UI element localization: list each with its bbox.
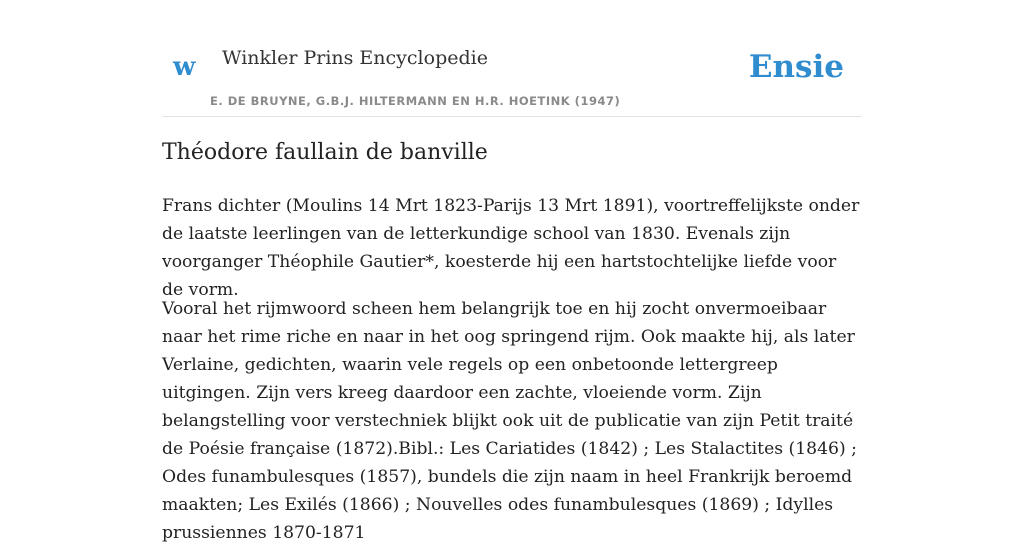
article-paragraph-2: Vooral het rijmwoord scheen hem belangrijk toe en hij zocht onvermoeibaar naar het rime riche en naar in het oog springend rijm. Ook maakte hij, als later Verlaine, gedichten, waarin vele regels op een onbetoonde lettergreep uitgingen. Zijn vers kreeg daardoor een zachte, vloeiende vorm. Zijn belangstelling voor verstechniek blijkt ook uit de publicatie van zijn Petit traité de Poésie française (1872).Bibl.: Les Cariatides (1842) ; Les Stalactites (1846) ; Odes funambulesques (1857), bundels die zijn naam in heel Frankrijk beroemd maakten; Les Exilés (1866) ; Nouvelles odes funambulesques (1869) ; Idylles prussiennes 1870-1871 [162, 299, 857, 543]
article-paragraph-1: Frans dichter (Moulins 14 Mrt 1823-Parijs 13 Mrt 1891), voortreffelijkste onder de laatste leerlingen van de letterkundige school van 1830. Evenals zijn voorganger Théophile Gautier*, koesterde hij een hartstochtelijke liefde voor de vorm. [162, 196, 860, 300]
brand-logo[interactable]: Ensie [748, 49, 844, 85]
source-title[interactable]: Winkler Prins Encyclopedie [222, 47, 488, 69]
source-logo-icon[interactable]: w [173, 52, 196, 82]
source-header [162, 40, 862, 117]
source-authors: E. DE BRUYNE, G.B.J. HILTERMANN EN H.R. HOETINK (1947) [210, 94, 621, 108]
article-title: Théodore faullain de banville [162, 140, 488, 165]
